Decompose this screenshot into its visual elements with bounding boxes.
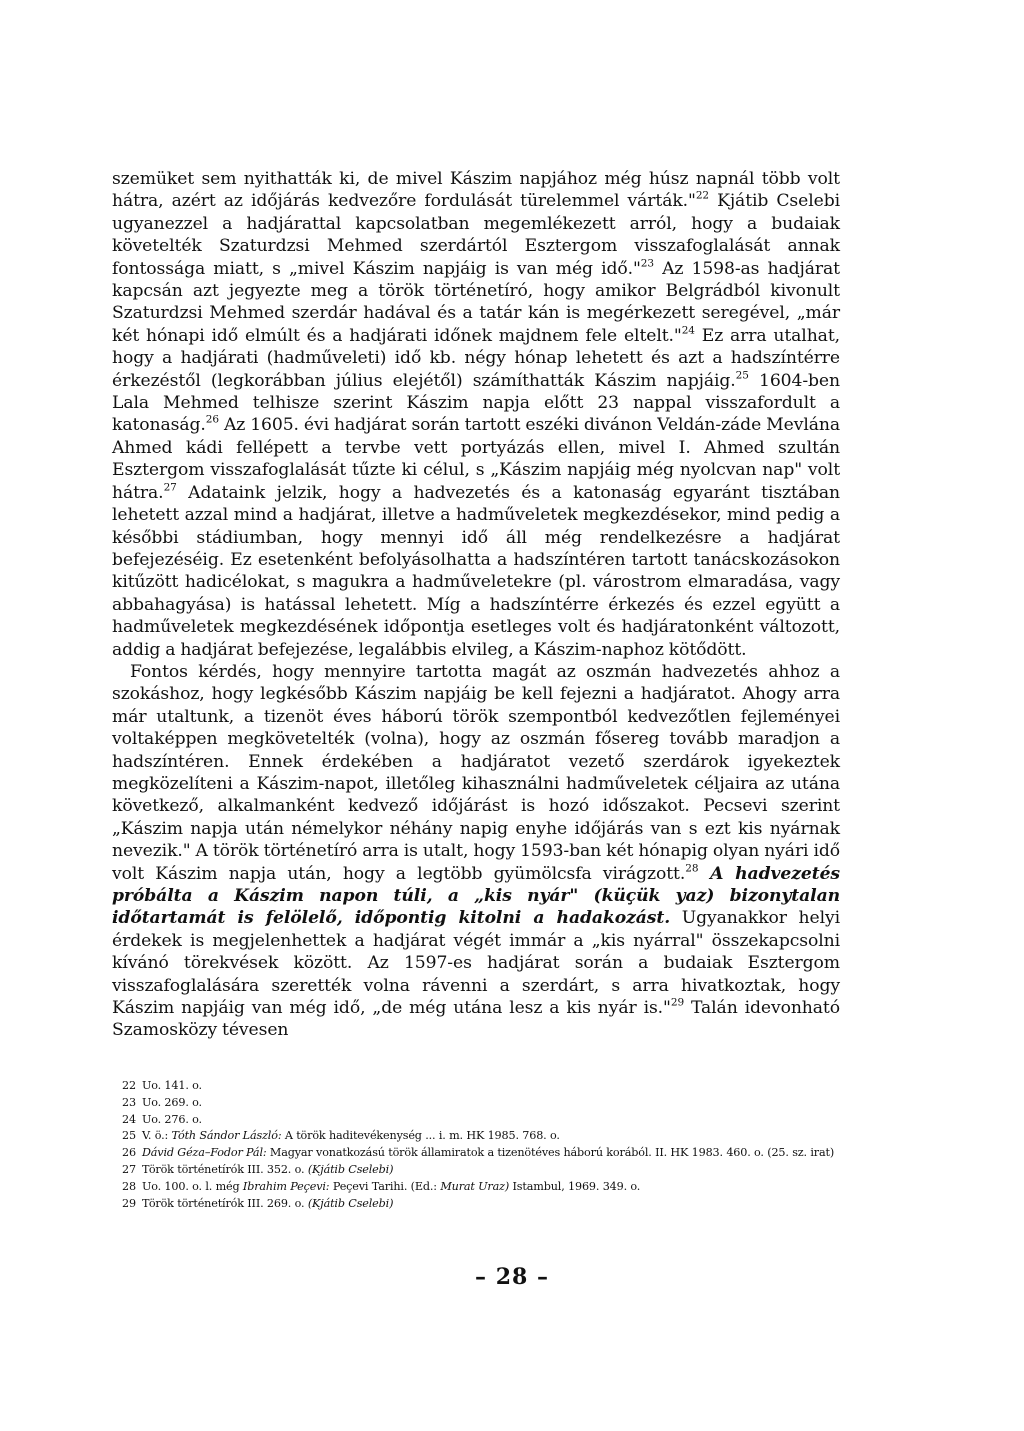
text-span: Kjátib Cselebi ugyanezzel a hadjárattal kapcsolatban megemlékezett arról, hogy a budaiak követelték Szaturdzsi Mehmed szerdártól Esztergom visszafoglalását annak fontossága miatt, s „mivel Kászim napjáig is van még idő." — [112, 191, 840, 279]
footnote-ref[interactable]: 26 — [205, 413, 219, 426]
footnote-text: Peçevi Tarihi. (Ed.: — [329, 1179, 441, 1193]
footnotes — [112, 1078, 842, 1212]
footnote-author: Ibrahim Peçevi: — [242, 1179, 330, 1193]
footnote-text: Uo. 100. o. l. még — [141, 1179, 243, 1193]
footnote-number: 28 — [122, 1179, 136, 1193]
footnote-text: Uo. 141. o. — [141, 1079, 202, 1092]
footnote-text: Uo. 276. o. — [141, 1112, 202, 1126]
footnote-number: 22 — [122, 1079, 136, 1092]
text-span: szemüket sem nyithatták ki, de mivel Kászim napjához még húsz napnál több volt hátra, azért az időjárás kedvezőre fordulását türelemmel várták." — [112, 169, 840, 212]
text-span: Adataink jelzik, hogy a hadvezetés és a katonaság egyaránt tisztában lehetett azzal mind a hadjárat, illetve a hadműveletek megkezdésekor, mind pedig a későbbi stádiumban, hogy mennyi idő áll még rendelkezésre a hadjárat befejezéséig. Ez esetenként befolyásolhatta a hadszíntéren tartott tanácskozásokon kitűzött hadicélokat, s magukra a hadműveletekre (pl. várostrom elmaradása, vagy abbahagyása) is hatással lehetett. Míg a hadszíntérre érkezés és ezzel együtt a hadműveletek megkezdésének időpontja esetleges volt és hadjáratonként változott, addig a hadjárat befejezése, legalábbis elvileg, a Kászim-naphoz kötődött. — [112, 482, 840, 660]
footnote-text: Török történetírók III. 352. o. — [141, 1162, 308, 1176]
footnote-ref[interactable]: 22 — [695, 189, 710, 202]
footnote-ref[interactable]: 23 — [640, 257, 654, 270]
text-span: Az 1605. évi hadjárat során tartott eszéki divánon Veldán-záde Mevlána Ahmed kádi fellépett a tervbe vett portyázás ellen, mivel I. Ahmed szultán Esztergom visszafoglalását tűzte ki célul, s „Kászim napjáig még nyolcvan nap" volt hátra. — [112, 415, 840, 503]
footnote-author: Dávid Géza–Fodor Pál: — [141, 1146, 267, 1160]
footnote-ref[interactable]: 25 — [735, 369, 749, 382]
text-span: Ugyanakkor helyi érdekek is megjelenhettek a hadjárat végét immár a „kis nyárral" összekapcsolni kívánó törekvések között. Az 1597-es hadjárat során a budaiak Esztergom visszafoglalására szerették volna rávenni a szerdárt, s arra hivatkoztak, hogy Kászim napjáig van még idő, „de még utána lesz a kis nyár is." — [112, 908, 840, 1019]
footnote-27 — [112, 1162, 842, 1179]
text-span: 1604-ben Lala Mehmed telhisze szerint Kászim napja előtt 23 nappal visszafordult a katonaság. — [112, 370, 840, 436]
footnote-text: Uo. 269. o. — [141, 1095, 202, 1109]
text-span: Ez arra utalhat, hogy a hadjárati (hadműveleti) idő kb. négy hónap lehetett és azt a hadszíntérre érkezéstől (legkorábban július elejétől) számíthatták Kászim napjáig. — [112, 325, 840, 391]
body-text — [112, 168, 840, 1042]
page-content — [112, 168, 840, 1042]
footnote-number: 23 — [122, 1095, 136, 1109]
footnote-26 — [112, 1145, 842, 1162]
footnote-author: Tóth Sándor László: — [171, 1129, 282, 1143]
paragraph-1 — [112, 168, 840, 661]
footnote-ref[interactable]: 24 — [681, 324, 695, 337]
footnote-text: Magyar vonatkozású török államiratok a tizenötéves háború korából. II. HK 1983. 460. o. (25. sz. irat) — [266, 1146, 835, 1160]
footnote-23 — [112, 1095, 842, 1112]
footnote-number: 25 — [122, 1129, 136, 1143]
footnote-number: 27 — [122, 1162, 136, 1176]
text-span: Talán idevonható Szamosközy tévesen — [112, 998, 840, 1041]
paragraph-2 — [112, 661, 840, 1042]
emphasized-text: A hadvezetés próbálta a Kászim napon túli, a „kis nyár" (küçük yaz) bizonytalan időtartamát is felölelő, időpontig kitolni a hadakozást. — [112, 863, 840, 929]
page-number: – 28 – — [475, 1264, 549, 1290]
footnote-text: A török haditevékenység ... i. m. HK 1985. 768. o. — [281, 1129, 560, 1143]
footnote-author: (Kjátib Cselebi) — [307, 1196, 394, 1210]
footnote-22 — [112, 1078, 842, 1095]
footnote-ref[interactable]: 28 — [685, 862, 699, 875]
footnote-number: 26 — [122, 1146, 136, 1160]
text-span: Az 1598-as hadjárat kapcsán azt jegyezte meg a török történetíró, hogy amikor Belgrádból kivonult Szaturdzsi Mehmed szerdár hadával és a tatár kán is megérkezett seregével, „már két hónapi idő elmúlt és a hadjárati időnek majdnem fele eltelt." — [112, 258, 840, 346]
footnote-text: Török történetírók III. 269. o. — [141, 1196, 308, 1210]
footnote-25 — [112, 1128, 842, 1145]
text-span: Fontos kérdés, hogy mennyire tartotta magát az oszmán hadvezetés ahhoz a szokáshoz, hogy legkésőbb Kászim napjáig be kell fejezni a hadjáratot. Ahogy arra már utaltunk, a tizenöt éves háború török szempontból kedvezőtlen fejleményei voltaképpen megkövetelték (volna), hogy az oszmán fősereg tovább maradjon a hadszíntéren. Ennek érdekében a hadjáratot vezető szerdárok igyekeztek megközelíteni a Kászim-napot, illetőleg kihasználni hadműveletek céljaira az utána következő, alkalmanként kedvező időjárást is hozó időszakot. Pecsevi szerint „Kászim napja után némelykor néhány napig enyhe időjárás van s ezt kis nyárnak nevezik." A török történetíró arra is utalt, hogy 1593-ban két hónapig olyan nyári idő volt Kászim napja után, hogy a legtöbb gyümölcsfa virágzott. — [112, 661, 840, 884]
footnote-editor: Murat Uraz) — [440, 1179, 510, 1193]
footnote-number: 24 — [122, 1112, 136, 1126]
footnote-24 — [112, 1112, 842, 1129]
footnote-text: V. ö.: — [141, 1129, 172, 1143]
footnote-ref[interactable]: 29 — [670, 996, 685, 1009]
footnote-text: Istambul, 1969. 349. o. — [509, 1179, 641, 1193]
footnote-number: 29 — [122, 1196, 136, 1210]
footnote-29 — [112, 1196, 842, 1213]
footnote-ref[interactable]: 27 — [163, 481, 177, 494]
footnote-author: (Kjátib Cselebi) — [307, 1162, 394, 1176]
footnote-28 — [112, 1179, 842, 1196]
